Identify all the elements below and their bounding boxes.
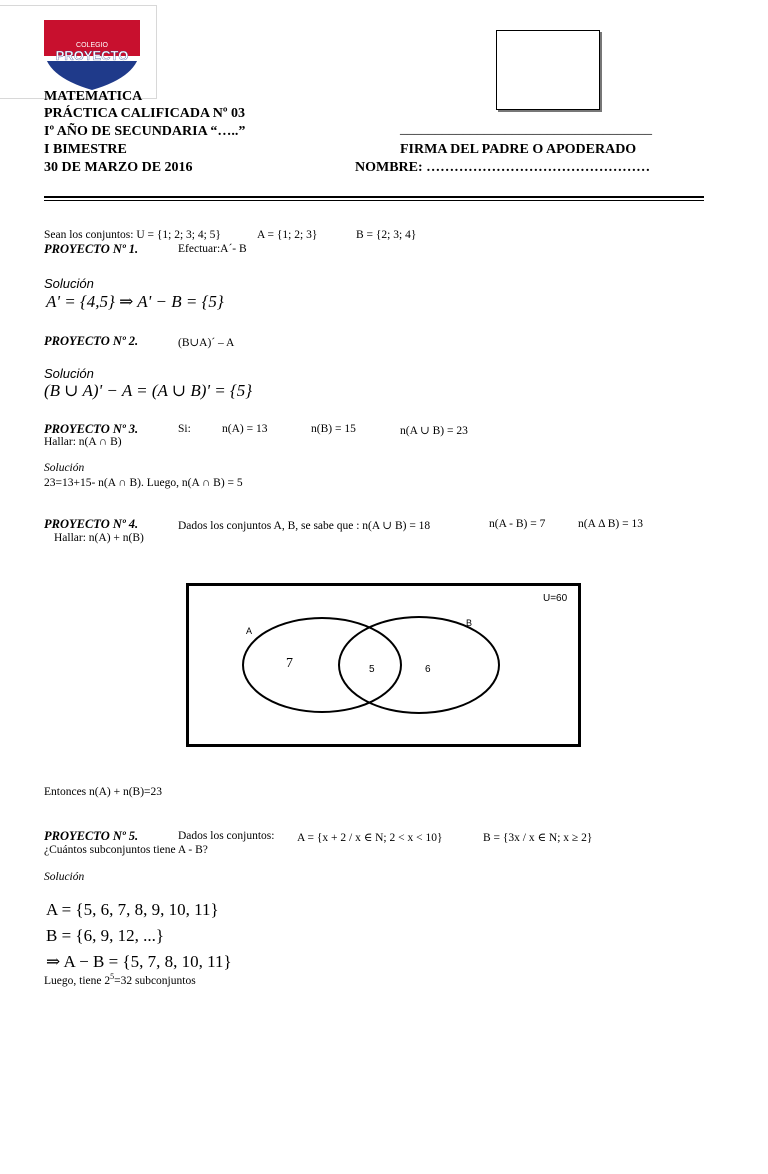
p2-answer: (B ∪ A)' − A = (A ∪ B)' = {5}	[44, 381, 253, 400]
p3-nunion: n(A ∪ B) = 23	[400, 425, 468, 437]
intro-sets-u: Sean los conjuntos: U = {1; 2; 3; 4; 5}	[44, 229, 221, 241]
divider-bottom	[44, 200, 704, 201]
logo-top-text: COLEGIO	[76, 42, 108, 49]
p3-solution-label: Solución	[44, 462, 85, 474]
venn-circle-a	[243, 618, 401, 712]
p3-na: n(A) = 13	[222, 423, 268, 435]
signature-line: ____________________________________	[400, 122, 652, 137]
p3-find: Hallar: n(A ∩ B)	[44, 436, 122, 448]
p1-label: PROYECTO Nº 1.	[44, 242, 139, 256]
p3-si: Si:	[178, 423, 191, 435]
p5-exponent: 5	[110, 972, 115, 981]
p4-statement: Dados los conjuntos A, B, se sabe que : n(A ∪ B) = 18	[178, 520, 431, 532]
p4-symdiff: n(A Δ B) = 13	[578, 518, 643, 530]
p5-conclusion	[44, 972, 196, 987]
p5-conclusion-post: =32 subconjuntos	[114, 974, 196, 987]
p2-solution-label: Solución	[44, 366, 94, 381]
p5-label: PROYECTO Nº 5.	[44, 829, 139, 843]
p2-statement: (B∪A)´ – A	[178, 337, 235, 349]
p4-find: Hallar: n(A) + n(B)	[54, 532, 144, 544]
p3-answer: 23=13+15- n(A ∩ B). Luego, n(A ∩ B) = 5	[44, 477, 243, 489]
p5-set-b: B = {3x / x ∈ N; x ≥ 2}	[483, 832, 593, 844]
p1-solution-label: Solución	[44, 276, 94, 291]
p4-label: PROYECTO Nº 4.	[44, 517, 139, 531]
subject-title: MATEMATICA	[44, 89, 143, 104]
p5-set-a: A = {x + 2 / x ∈ N; 2 < x < 10}	[297, 832, 443, 844]
year-label: Iº AÑO DE SECUNDARIA “…..”	[44, 124, 246, 139]
p5-statement: Dados los conjuntos:	[178, 830, 275, 842]
venn-label-a: A	[246, 626, 253, 636]
venn-label-b: B	[466, 618, 473, 628]
p2-label: PROYECTO Nº 2.	[44, 334, 139, 348]
date-label: 30 DE MARZO DE 2016	[44, 160, 193, 175]
venn-circle-b	[339, 617, 499, 713]
venn-both: 5	[369, 664, 375, 675]
venn-only-b: 6	[425, 664, 431, 675]
venn-universe-label: U=60	[543, 593, 568, 604]
venn-universe-rect	[188, 585, 580, 746]
venn-only-a: 7	[286, 656, 293, 671]
p5-conclusion-pre: Luego, tiene 2	[44, 974, 111, 987]
p5-question: ¿Cuántos subconjuntos tiene A - B?	[44, 844, 208, 856]
p1-statement: Efectuar:A´- B	[178, 243, 247, 255]
venn-diagram	[186, 583, 582, 749]
p1-answer: A' = {4,5} ⇒ A' − B = {5}	[46, 292, 224, 311]
p5-line2: B = {6, 9, 12, ...}	[46, 926, 164, 945]
school-logo	[40, 18, 144, 92]
term-label: I BIMESTRE	[44, 142, 127, 157]
p5-solution-label: Solución	[44, 871, 85, 883]
name-label: NOMBRE: …………………………………………	[355, 160, 651, 175]
logo-main-text: PROYECTO	[55, 48, 129, 63]
intro-set-b: B = {2; 3; 4}	[356, 229, 417, 241]
practice-title: PRÁCTICA CALIFICADA Nº 03	[44, 106, 246, 121]
p4-diff: n(A - B) = 7	[489, 518, 546, 530]
grade-box	[496, 30, 600, 110]
p5-line1: A = {5, 6, 7, 8, 9, 10, 11}	[46, 900, 219, 919]
p3-nb: n(B) = 15	[311, 423, 356, 435]
intro-set-a: A = {1; 2; 3}	[257, 229, 318, 241]
signature-label: FIRMA DEL PADRE O APODERADO	[400, 142, 637, 157]
p3-label: PROYECTO Nº 3.	[44, 422, 139, 436]
p4-result: Entonces n(A) + n(B)=23	[44, 786, 163, 798]
divider-top	[44, 196, 704, 198]
p5-line3: ⇒ A − B = {5, 7, 8, 10, 11}	[46, 952, 232, 971]
